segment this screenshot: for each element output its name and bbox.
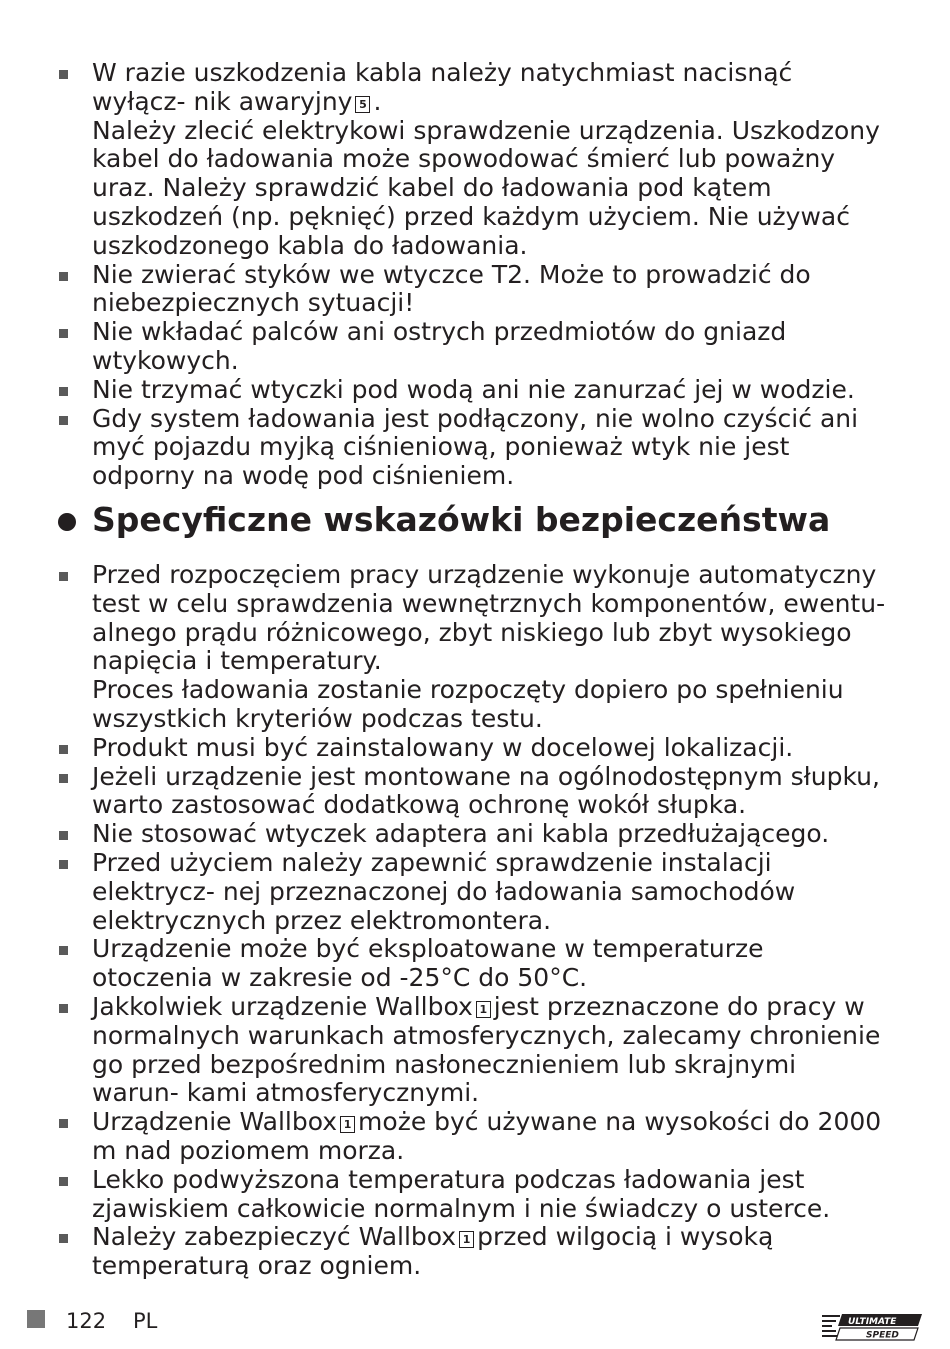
language-code: PL xyxy=(133,1309,158,1333)
item-paragraph xyxy=(92,405,888,491)
item-text-after-ref: może być używane na wysokości do 2000 m nad poziomem morza. xyxy=(92,1107,882,1165)
item-text-after-ref: przed wilgocią i wysoką temperaturą oraz ogniem. xyxy=(92,1222,774,1281)
list-item xyxy=(58,561,888,734)
item-paragraph xyxy=(92,849,888,935)
item-paragraph xyxy=(92,993,888,1108)
item-paragraph xyxy=(92,676,888,734)
list-item xyxy=(58,1223,888,1281)
square-bullet-icon xyxy=(59,1177,68,1186)
ultimate-speed-logo xyxy=(822,1313,922,1341)
square-bullet-icon xyxy=(59,860,68,869)
item-text: Produkt musi być zainstalowany w docelowej lokalizacji. xyxy=(92,732,794,762)
item-text: Przed rozpoczęciem pracy urządzenie wykonuje automatyczny test w celu sprawdzenia wewnętrznych komponentów, ewentu- alnego prądu różnicowego, zbyt niskiego lub zbyt wysokiego napięcia i temperatury. xyxy=(92,560,886,676)
section-heading-text: Specyficzne wskazówki bezpieczeństwa xyxy=(92,500,831,539)
square-bullet-icon xyxy=(59,831,68,840)
list-item xyxy=(58,261,888,319)
item-text: Jeżeli urządzenie jest montowane na ogólnodostępnym słupku, warto zastosować dodatkową ochronę wokół słupka. xyxy=(92,761,880,820)
square-bullet-icon xyxy=(59,387,68,396)
square-bullet-icon xyxy=(59,1119,68,1128)
square-bullet-icon xyxy=(59,272,68,281)
footer-marker xyxy=(27,1310,45,1328)
square-bullet-icon xyxy=(59,572,68,581)
list-item xyxy=(58,318,888,376)
item-text: Urządzenie może być eksploatowane w temperaturze otoczenia w zakresie od -25°C do 50°C. xyxy=(92,934,764,993)
safety-list-specific xyxy=(58,561,888,1281)
item-paragraph xyxy=(92,561,888,676)
list-item xyxy=(58,405,888,491)
item-text: Nie zwierać styków we wtyczce T2. Może to prowadzić do niebezpiecznych sytuacji! xyxy=(92,259,811,318)
square-bullet-icon xyxy=(59,416,68,425)
item-paragraph xyxy=(92,261,888,319)
item-text-after-ref: . xyxy=(373,86,382,116)
logo-text-ultimate: ULTIMATE xyxy=(848,1317,897,1327)
item-text: Przed użyciem należy zapewnić sprawdzenie instalacji elektrycz- nej przeznaczonej do ładowania samochodów elektrycznych przez elektromontera. xyxy=(92,847,796,935)
item-text-after-ref: jest przeznaczone do pracy w normalnych warunkach atmosferycznych, zalecamy chronienie go przed bezpośrednim nasłonecznieniem lub skrajnymi warun- kami atmosferycznymi. xyxy=(92,991,881,1108)
list-item xyxy=(58,1166,888,1224)
item-paragraph xyxy=(92,734,888,763)
heading-bullet-icon xyxy=(58,513,76,531)
item-text: Nie wkładać palców ani ostrych przedmiotów do gniazd wtykowych. xyxy=(92,317,787,375)
list-item xyxy=(58,1108,888,1166)
item-paragraph xyxy=(92,117,888,261)
square-bullet-icon xyxy=(59,1234,68,1243)
reference-number-box: 1 xyxy=(340,1116,355,1133)
list-item xyxy=(58,376,888,405)
item-paragraph xyxy=(92,763,888,821)
list-item xyxy=(58,763,888,821)
item-paragraph xyxy=(92,1166,888,1224)
reference-number-box: 1 xyxy=(459,1231,474,1248)
item-paragraph xyxy=(92,820,888,849)
item-text: Nie stosować wtyczek adaptera ani kabla przedłużającego. xyxy=(92,819,830,849)
list-item xyxy=(58,820,888,849)
item-paragraph xyxy=(92,1223,888,1281)
reference-number-box: 1 xyxy=(476,1001,491,1018)
list-item xyxy=(58,993,888,1108)
item-paragraph xyxy=(92,318,888,376)
square-bullet-icon xyxy=(59,70,68,79)
square-bullet-icon xyxy=(59,946,68,955)
logo-text-speed: SPEED xyxy=(866,1330,899,1341)
item-text: W razie uszkodzenia kabla należy natychmiast nacisnąć wyłącz- nik awaryjny xyxy=(92,58,793,116)
item-text: Należy zabezpieczyć Wallbox xyxy=(92,1222,457,1252)
list-item xyxy=(58,59,888,261)
item-paragraph xyxy=(92,935,888,993)
safety-list-top xyxy=(58,59,888,491)
list-item xyxy=(58,849,888,935)
item-text: Urządzenie Wallbox xyxy=(92,1107,338,1137)
item-text: Jakkolwiek urządzenie Wallbox xyxy=(92,991,473,1021)
item-paragraph xyxy=(92,1108,888,1166)
square-bullet-icon xyxy=(59,745,68,754)
item-paragraph xyxy=(92,59,888,117)
item-paragraph xyxy=(92,376,888,405)
item-text: Nie trzymać wtyczki pod wodą ani nie zanurzać jej w wodzie. xyxy=(92,374,855,404)
item-text: Należy zlecić elektrykowi sprawdzenie urządzenia. Uszkodzony kabel do ładowania może spowodować śmierć lub poważny uraz. Należy sprawdzić kabel do ładowania pod kątem uszkodzeń (np. pęknięć) przed każdym użyciem. Nie używać uszkodzonego kabla do ładowania. xyxy=(92,115,880,260)
square-bullet-icon xyxy=(59,774,68,783)
item-text: Lekko podwyższona temperatura podczas ładowania jest zjawiskiem całkowicie normalnym i nie świadczy o usterce. xyxy=(92,1164,831,1223)
item-text: Proces ładowania zostanie rozpoczęty dopiero po spełnieniu wszystkich kryteriów podczas testu. xyxy=(92,675,844,733)
square-bullet-icon xyxy=(59,1004,68,1013)
square-bullet-icon xyxy=(59,329,68,338)
reference-number-box: 5 xyxy=(355,96,370,113)
item-text: Gdy system ładowania jest podłączony, nie wolno czyścić ani myć pojazdu myjką ciśnieniową, ponieważ wtyk nie jest odporny na wodę pod ciśnieniem. xyxy=(92,403,859,491)
list-item xyxy=(58,734,888,763)
list-item xyxy=(58,935,888,993)
page-number: 122 xyxy=(66,1309,107,1333)
section-heading xyxy=(58,500,908,540)
